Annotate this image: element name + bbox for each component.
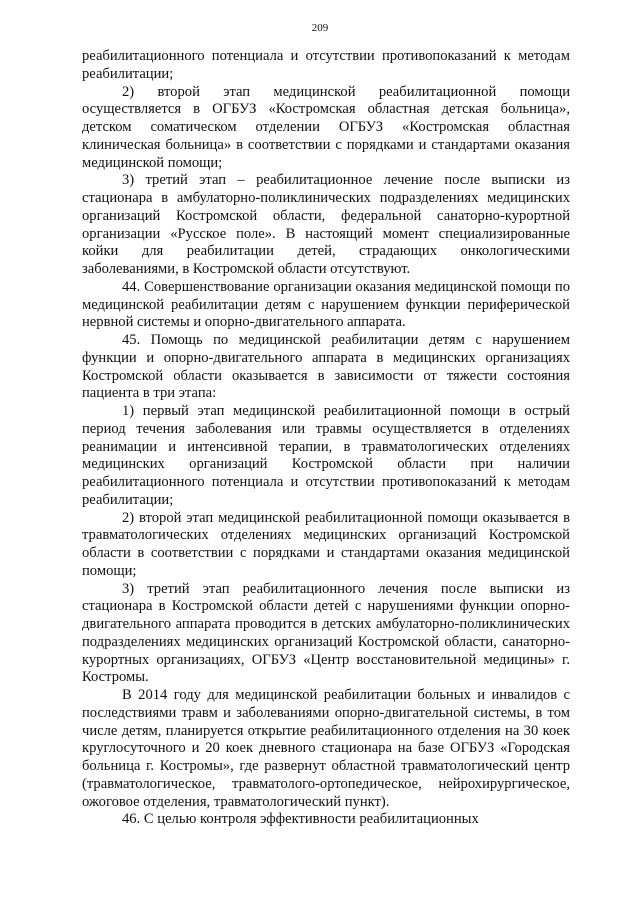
paragraph-2014-plan: В 2014 году для медицинской реабилитации больных и инвалидов с последствиями травм и заболеваниями опорно-двигательной системы, в том числе детям, планируется открытие реабилитационного отделения на 30 коек круглосуточного и 20 коек дневного стационара на базе ОГБУЗ «Городская больница г. Костромы», где развернут областной травматологический центр (травматологическое, травматолого-ортопедическое, нейрохирургическое, ожоговое отделения, травматологический пункт). <box>82 687 570 810</box>
page-number: 209 <box>311 22 329 34</box>
document-body <box>82 48 570 829</box>
paragraph-item-45: 45. Помощь по медицинской реабилитации детям с нарушением функции и опорно-двигательного аппарата в медицинских организациях Костромской области оказывается в зависимости от тяжести состояния пациента в три этапа: <box>82 332 570 402</box>
paragraph-item-46: 46. С целью контроля эффективности реабилитационных <box>122 811 479 828</box>
paragraph-second-stage: 2) второй этап медицинской реабилитационной помощи оказывается в травматологических отделениях медицинских организаций Костромской области в соответствии с порядками и стандартами оказания медицинской помощи; <box>82 509 570 579</box>
paragraph-second-stage-children: 2) второй этап медицинской реабилитационной помощи осуществляется в ОГБУЗ «Костромская областная детская больница», детском соматическом отделении ОГБУЗ «Костромская областная клиническая больница» в соответствии с порядками и стандартами оказания медицинской помощи; <box>82 83 570 171</box>
paragraph-first-stage: 1) первый этап медицинской реабилитационной помощи в острый период течения заболевания или травмы осуществляется в отделениях реанимации и интенсивной терапии, в травматологических отделениях медицинских организаций Костромской области при наличии реабилитационного потенциала и отсутствии противопоказаний к методам реабилитации; <box>82 403 570 508</box>
paragraph-third-stage-children: 3) третий этап – реабилитационное лечение после выписки из стационара в амбулаторно-поликлинических подразделениях медицинских организаций Костромской области, федеральной санаторно-курортной организации «Русское поле». В настоящий момент специализированные койки для реабилитации детей, страдающих онкологическими заболеваниями, в Костромской области отсутствуют. <box>82 172 570 277</box>
paragraph-item-44: 44. Совершенствование организации оказания медицинской помощи по медицинской реабилитации детям с нарушением функции периферической нервной системы и опорно-двигательного аппарата. <box>82 278 570 331</box>
paragraph-third-stage: 3) третий этап реабилитационного лечения после выписки из стационара в Костромской области детей с нарушениями функции опорно-двигательного аппарата проводится в детских амбулаторно-поликлинических подразделениях медицинских организаций Костромской области, санаторно-курортных организациях, ОГБУЗ «Центр восстановительной медицины» г. Костромы. <box>82 580 570 686</box>
paragraph-continuation: реабилитационного потенциала и отсутствии противопоказаний к методам реабилитации; <box>82 48 570 82</box>
